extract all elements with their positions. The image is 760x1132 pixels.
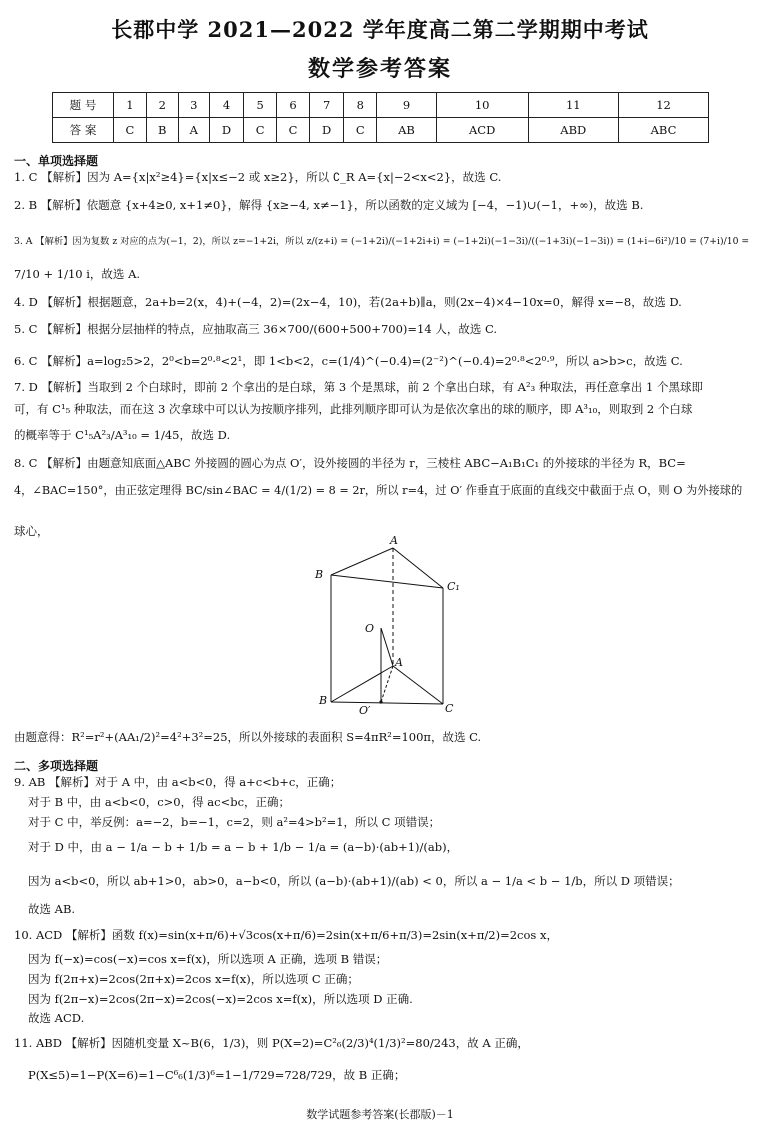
table-cell: 4: [209, 93, 243, 118]
solution-line-q8-center: 球心，: [14, 524, 49, 538]
table-cell: 9: [377, 93, 437, 118]
table-cell: 6: [277, 93, 310, 118]
table-row: [53, 93, 709, 118]
figure-label: B: [319, 694, 328, 707]
solution-line-q10-b: 因为 f(−x)=cos(−x)=cos x=f(x)，所以选项 A 正确，选项 B 错误；: [28, 952, 388, 966]
table-cell: C: [277, 118, 310, 143]
row-label: 题 号: [53, 93, 114, 118]
document-subtitle: 数学参考答案: [307, 56, 452, 82]
solution-line-q8-cont: 4，∠BAC=150°，由正弦定理得 BC/sin∠BAC = 4/(1/2) = 8 = 2r，所以 r=4，过 O′ 作垂直于底面的直线交中截面于点 O，则 O 为外接球的: [14, 484, 743, 497]
table-cell: 5: [244, 93, 277, 118]
solution-line-q11: 11. ABD 【解析】因随机变量 X~B(6，1/3)，则 P(X=2)=C²₆(2/3)⁴(1/3)²=80/243，故 A 正确，: [14, 1036, 529, 1050]
solution-line-q5: 5. C 【解析】根据分层抽样的特点，应抽取高三 36×700/(600+500+700)=14 人，故选 C.: [14, 322, 498, 336]
prism-figure: [305, 532, 475, 717]
solution-line-q10-conclusion: 故选 ACD.: [28, 1011, 85, 1025]
table-cell: 3: [178, 93, 209, 118]
solution-line-q8-end: 由题意得：R²=r²+(AA₁/2)²=4²+3²=25，所以外接球的表面积 S=4πR²=100π，故选 C.: [14, 730, 482, 744]
solution-line-q3: 3. A 【解析】因为复数 z 对应的点为(−1，2)，所以 z=−1+2i，所以 z/(z+i) = (−1+2i)/(−1+2i+i) = (−1+2i)(−1−3i)/((−1+3i)(−1−3i)) = (1+i−6i²)/10 = (7+i)/10 =: [14, 236, 750, 247]
figure-label: C: [445, 702, 454, 715]
document-title: 长郡中学 2021—2022 学年度高二第二学期期中考试: [111, 17, 649, 42]
table-cell: 12: [619, 93, 709, 118]
table-cell: ABC: [619, 118, 709, 143]
figure-label: C₁: [447, 580, 460, 593]
solution-line-q9-c: 对于 C 中，举反例：a=−2，b=−1，c=2，则 a²=4>b²=1，所以 C 项错误；: [28, 815, 441, 829]
table-cell: 11: [528, 93, 619, 118]
section-heading-single-choice: 一、单项选择题: [14, 154, 99, 168]
table-cell: 1: [114, 93, 147, 118]
table-cell: D: [309, 118, 343, 143]
solution-line-q9: 9. AB 【解析】对于 A 中，由 a<b<0，得 a+c<b+c，正确；: [14, 775, 342, 789]
table-cell: B: [146, 118, 178, 143]
solution-line-q10-d: 因为 f(2π−x)=2cos(2π−x)=2cos(−x)=2cos x=f(x)，所以选项 D 正确.: [28, 992, 413, 1006]
table-cell: C: [344, 118, 377, 143]
solution-line-q7: 7. D 【解析】当取到 2 个白球时，即前 2 个拿出的是白球，第 3 个是黑球，前 2 个拿出白球，有 A²₃ 种取法，再任意拿出 1 个黑球即: [14, 380, 703, 394]
solution-line-q10: 10. ACD 【解析】函数 f(x)=sin(x+π/6)+√3cos(x+π/6)=2sin(x+π/6+π/3)=2sin(x+π/2)=2cos x，: [14, 928, 558, 942]
solution-line-q1: 1. C 【解析】因为 A={x|x²≥4}={x|x≤−2 或 x≥2}，所以 ∁_R A={x|−2<x<2}，故选 C.: [14, 170, 502, 184]
figure-label: A: [395, 656, 403, 669]
solution-line-q9-conclusion: 故选 AB.: [28, 902, 76, 916]
solution-line-q11-b: P(X≤5)=1−P(X=6)=1−C⁶₆(1/3)⁶=1−1/729=728/729，故 B 正确；: [28, 1068, 406, 1082]
answer-table: [52, 92, 709, 143]
section-heading-multiple-choice: 二、多项选择题: [14, 759, 99, 773]
solution-line-q7-end: 的概率等于 C¹₅A²₃/A³₁₀ = 1/45，故选 D.: [14, 428, 231, 442]
solution-line-q9-b: 对于 B 中，由 a<b<0，c>0，得 ac<bc，正确；: [28, 795, 291, 809]
table-cell: 8: [344, 93, 377, 118]
page-footer: 数学试题参考答案(长郡版)－1: [306, 1108, 454, 1121]
solution-line-q3-cont: 7/10 + 1/10 i，故选 A.: [14, 267, 141, 281]
table-cell: ACD: [436, 118, 528, 143]
solution-line-q7-cont: 可，有 C¹₅ 种取法，而在这 3 次拿球中可以认为按顺序排列，此排列顺序即可认为是依次拿出的球的顺序，即 A³₁₀，则取到 2 个白球: [14, 402, 693, 416]
table-cell: C: [244, 118, 277, 143]
figure-label: O: [365, 622, 375, 635]
table-cell: ABD: [528, 118, 619, 143]
table-cell: 7: [309, 93, 343, 118]
solution-line-q6: 6. C 【解析】a=log₂5>2，2⁰<b=2⁰·⁸<2¹，即 1<b<2，c=(1/4)^(−0.4)=(2⁻²)^(−0.4)=2⁰·⁸<2⁰·⁹，所以 a>b>c，故选 C.: [14, 354, 683, 368]
table-cell: 2: [146, 93, 178, 118]
row-label: 答 案: [53, 118, 114, 143]
table-row: [53, 118, 709, 143]
figure-label: A: [390, 534, 398, 547]
solution-line-q9-e: 因为 a<b<0，所以 ab+1>0，ab>0，a−b<0，所以 (a−b)·(ab+1)/(ab) < 0，所以 a − 1/a < b − 1/b，所以 D 项错误；: [28, 874, 680, 888]
solution-line-q2: 2. B 【解析】依题意 {x+4≥0, x+1≠0}，解得 {x≥−4, x≠−1}，所以函数的定义域为 [−4，−1)∪(−1，+∞)，故选 B.: [14, 198, 644, 212]
table-cell: C: [114, 118, 147, 143]
table-cell: A: [178, 118, 209, 143]
table-cell: D: [209, 118, 243, 143]
table-cell: AB: [377, 118, 437, 143]
table-cell: 10: [436, 93, 528, 118]
solution-line-q10-c: 因为 f(2π+x)=2cos(2π+x)=2cos x=f(x)，所以选项 C 正确；: [28, 972, 359, 986]
solution-line-q4: 4. D 【解析】根据题意，2a+b=2(x，4)+(−4，2)=(2x−4，10)，若(2a+b)∥a，则(2x−4)×4−10x=0，解得 x=−8，故选 D.: [14, 295, 682, 309]
figure-label: B: [315, 568, 324, 581]
figure-label: O′: [359, 704, 371, 717]
solution-line-q9-d: 对于 D 中，由 a − 1/a − b + 1/b = a − b + 1/b − 1/a = (a−b)·(ab+1)/(ab)，: [28, 840, 459, 854]
solution-line-q8: 8. C 【解析】由题意知底面△ABC 外接圆的圆心为点 O′，设外接圆的半径为 r，三棱柱 ABC−A₁B₁C₁ 的外接球的半径为 R，BC=: [14, 456, 686, 470]
